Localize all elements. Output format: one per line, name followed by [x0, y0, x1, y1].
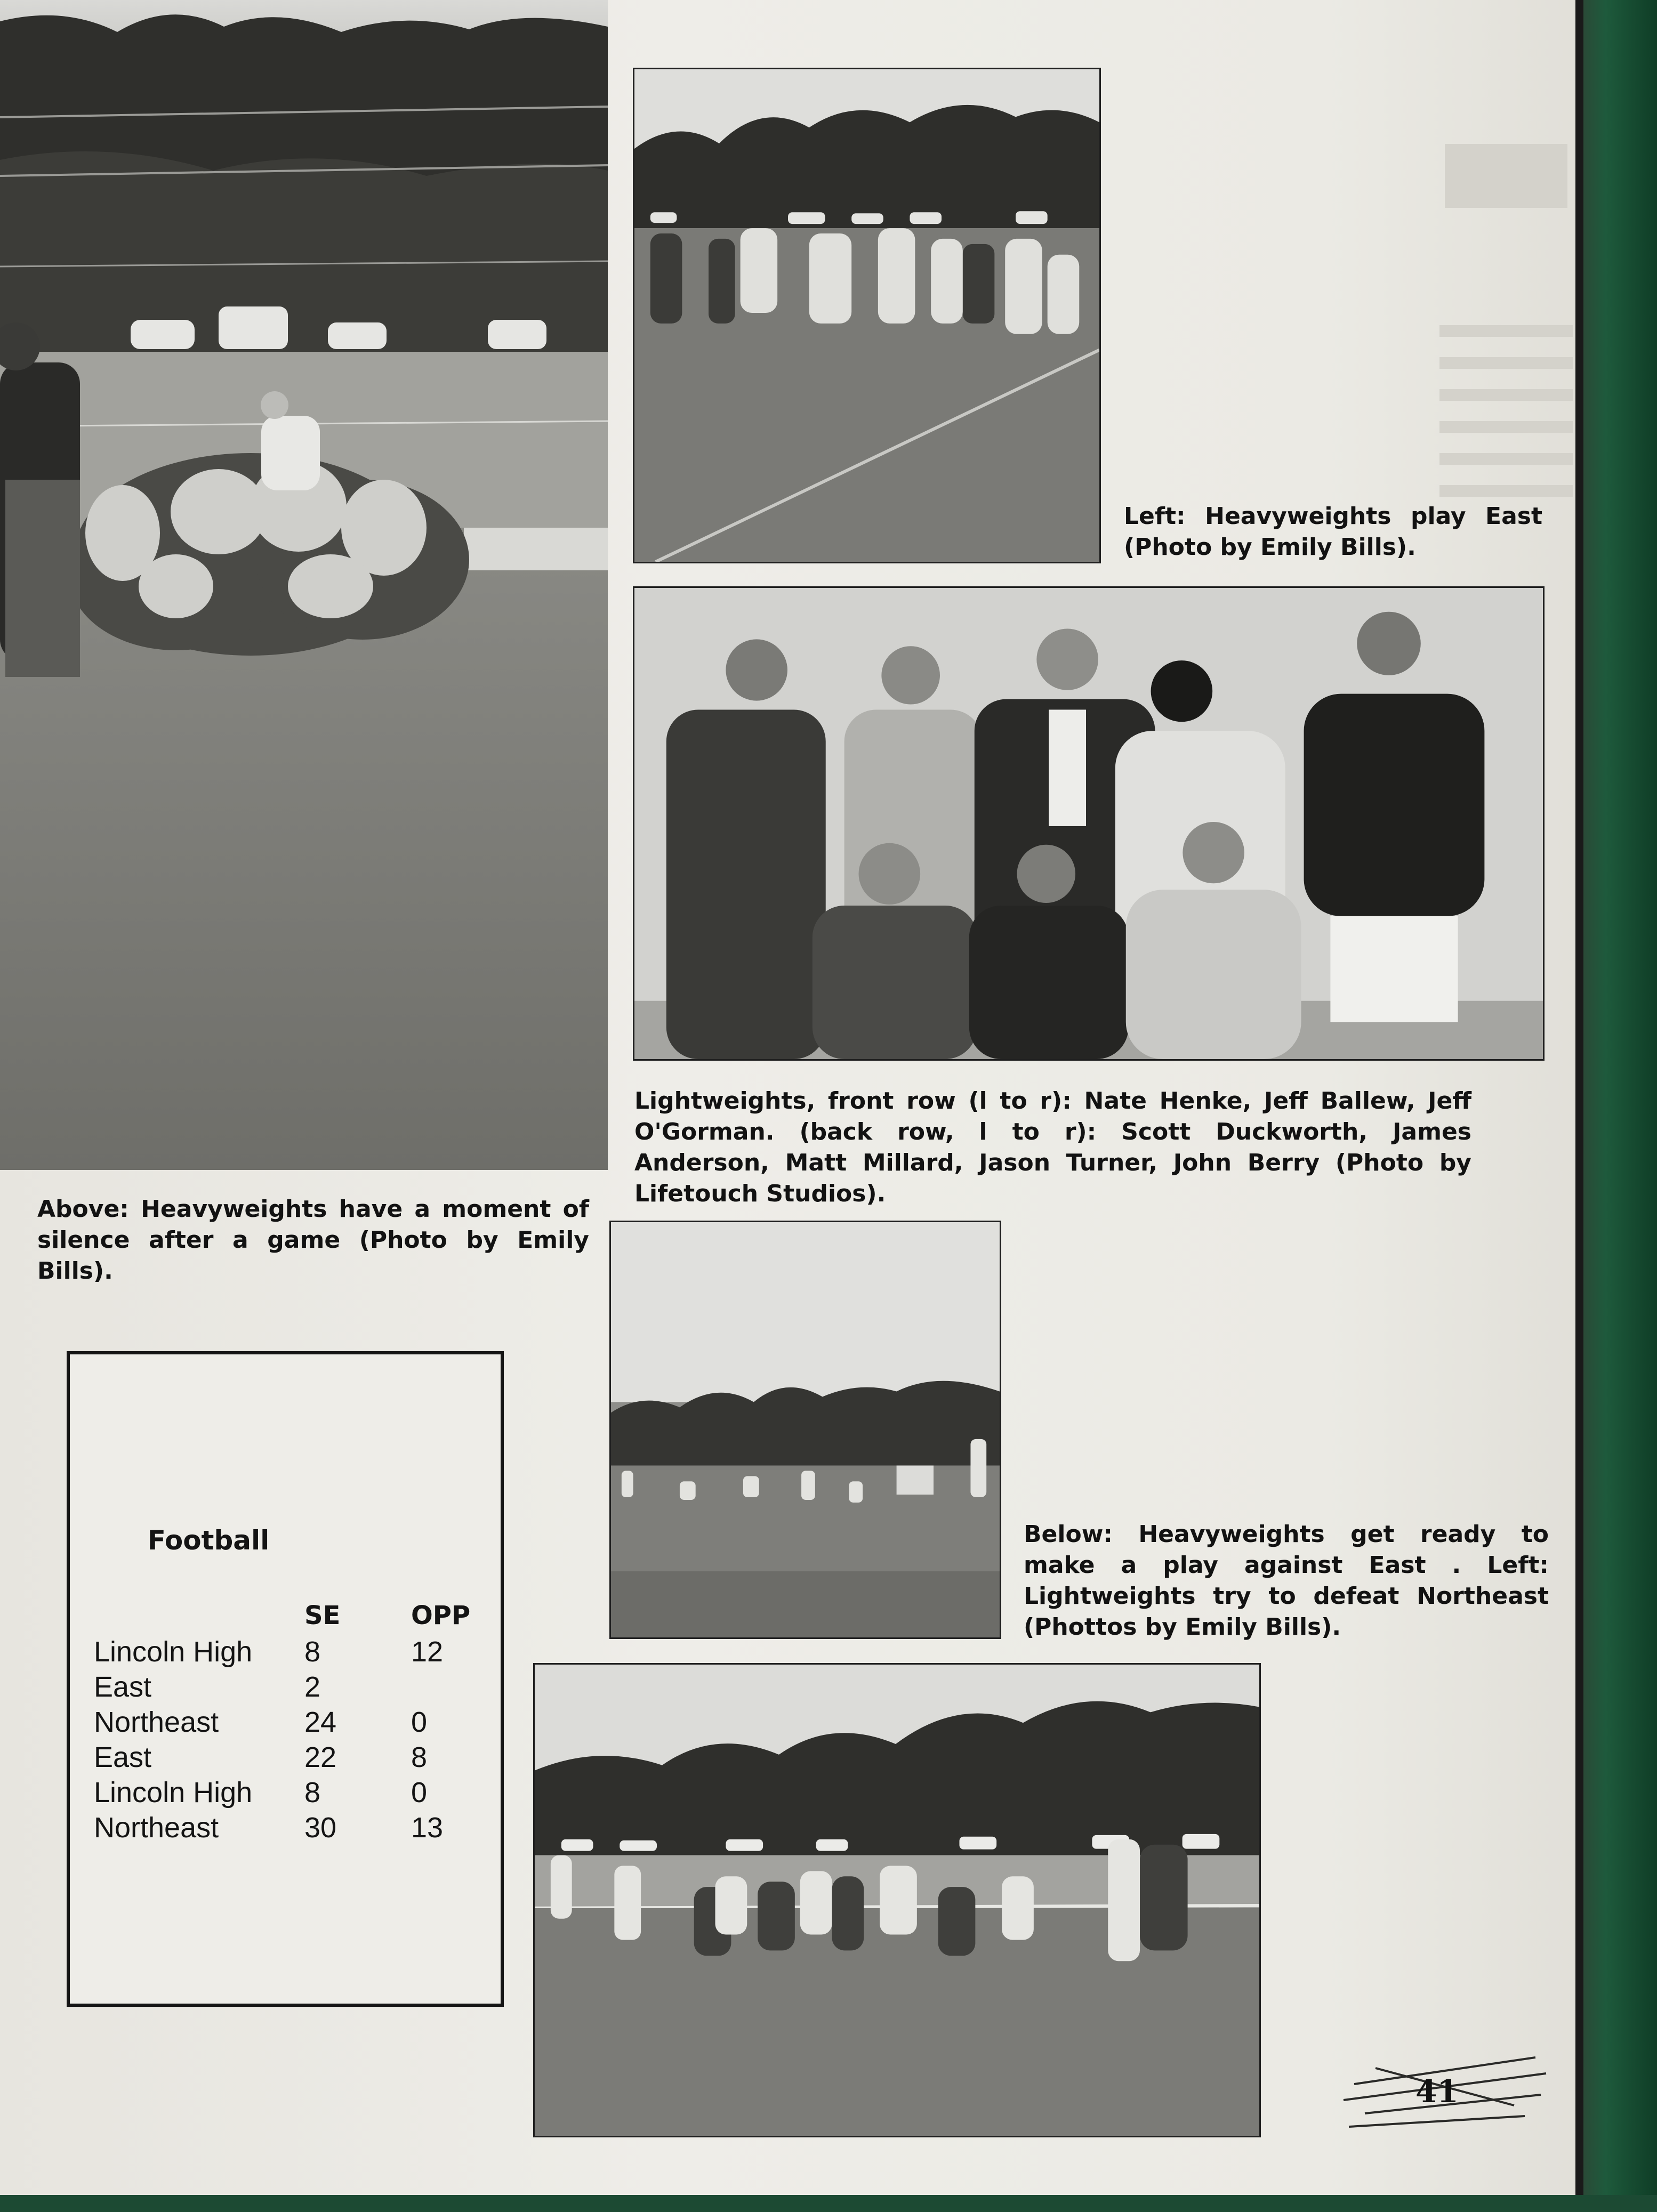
heavyweights-east-image — [634, 69, 1099, 562]
se-score: 24 — [304, 1706, 337, 1738]
se-score: 22 — [304, 1741, 337, 1773]
header-opponent — [94, 1597, 304, 1634]
scores-title: Football — [147, 1525, 270, 1556]
score-row — [94, 1740, 475, 1775]
page-number: 41 — [1415, 2073, 1459, 2110]
se-score: 2 — [304, 1671, 321, 1703]
se-score: 8 — [304, 1777, 321, 1809]
lineup-near-image — [535, 1665, 1259, 2136]
score-row — [94, 1634, 475, 1669]
lightweights-team-image — [634, 588, 1543, 1059]
bleed-through — [1439, 123, 1578, 656]
lineup-distant-image — [611, 1222, 1000, 1637]
opp-score — [411, 1669, 475, 1705]
caption-moment-of-silence: Above: Heavyweights have a moment of silence after a game (Photo by Emily Bills). — [37, 1196, 589, 1285]
caption-lightweights: Lightweights, front row (l to r): Nate Henke, Jeff Ballew, Jeff O'Gorman. (back row, l to r): Scott Duckworth, James Anderson, Matt Millard, Jason Turner, John Berry (Photo by Lifetouch Studios). — [634, 1087, 1471, 1207]
se-score: 30 — [304, 1812, 337, 1844]
score-row — [94, 1775, 475, 1810]
score-row — [94, 1669, 475, 1705]
huddle-image — [0, 0, 608, 1170]
caption-heavyweights-east: Left: Heavyweights play East (Photo by Emily Bills). — [1124, 503, 1542, 561]
opp-score: 0 — [411, 1777, 428, 1809]
score-row — [94, 1810, 475, 1845]
opp-score: 12 — [411, 1636, 444, 1668]
photo-lineup-distant — [609, 1221, 1001, 1639]
photo-lightweights-team — [633, 586, 1545, 1061]
header-se: SE — [304, 1601, 341, 1630]
se-score: 8 — [304, 1636, 321, 1668]
opponent-name: Lincoln High — [94, 1777, 253, 1809]
photo-heavyweights-east — [633, 68, 1101, 563]
binding-edge — [1583, 0, 1657, 2212]
photo-lineup-near — [533, 1663, 1261, 2137]
header-opp: OPP — [411, 1601, 471, 1630]
opp-score: 0 — [411, 1706, 428, 1738]
opponent-name: East — [94, 1671, 152, 1703]
binding-bottom — [0, 2195, 1657, 2212]
scores-table — [94, 1597, 475, 1845]
opponent-name: East — [94, 1741, 152, 1773]
opp-score: 8 — [411, 1741, 428, 1773]
football-scores-box — [67, 1351, 504, 2007]
score-row — [94, 1705, 475, 1740]
photo-huddle — [0, 0, 608, 1170]
opponent-name: Northeast — [94, 1706, 219, 1738]
opponent-name: Northeast — [94, 1812, 219, 1844]
opp-score: 13 — [411, 1812, 444, 1844]
caption-below: Below: Heavyweights get ready to make a play against East . Left: Lightweights try to defeat Northeast (Phottos by Emily Bills). — [1024, 1521, 1549, 1641]
scores-header-row — [94, 1597, 475, 1634]
opponent-name: Lincoln High — [94, 1636, 253, 1668]
